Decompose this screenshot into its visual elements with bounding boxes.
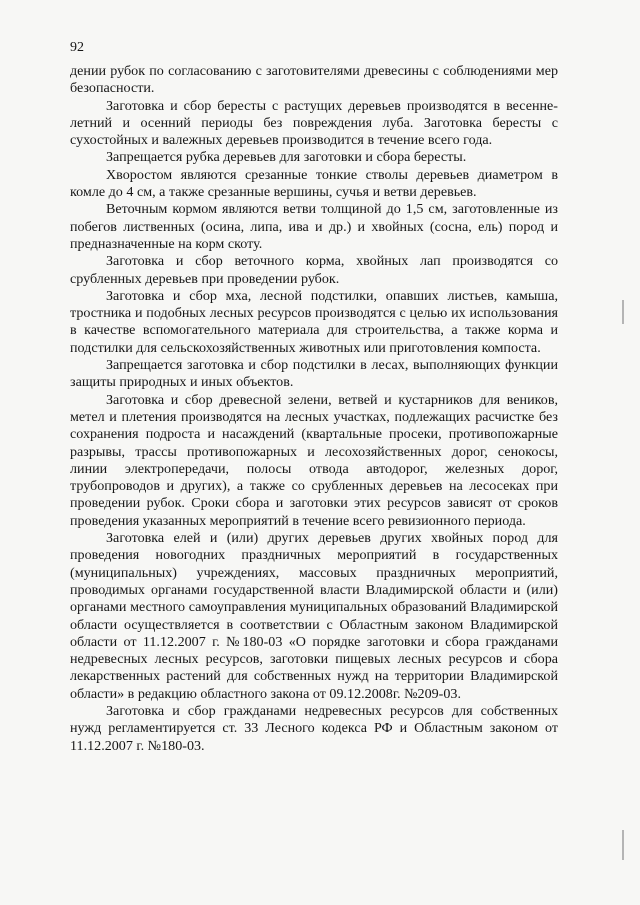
paragraph-brushwood: Хворостом являются срезанные тонкие стволы деревьев диаметром в комле до 4 см, а также срезанные вершины, сучья и ветви деревьев. <box>70 166 558 201</box>
paragraph-christmas-trees: Заготовка елей и (или) других деревьев других хвойных пород для проведения новогодних праздничных мероприятий в государственных (муниципальных) учреждениях, массовых праздничных мероприятий, проводимых органами государственной власти Владимирской области и (или) органами местного самоуправления муниципальных образований Владимирской области осуществляется в соответствии с Областным законом Владимирской области от 11.12.2007 г. №180-03 «О порядке заготовки и сбора гражданами недревесных лесных ресурсов, заготовки пищевых лесных ресурсов и сбора лекарственных растений для собственных нужд на территории Владимирской области» в редакцию областного закона от 09.12.2008г. №209-03. <box>70 530 558 702</box>
paragraph-litter-ban: Запрещается заготовка и сбор подстилки в лесах, выполняющих функции защиты природных и иных объектов. <box>70 357 558 391</box>
scan-edge-mark <box>622 830 624 860</box>
paragraph-twig-feed-harvest: Заготовка и сбор веточного корма, хвойных лап производятся со срубленных деревьев при проведении рубок. <box>70 253 558 287</box>
page-number: 92 <box>70 40 84 55</box>
paragraph-felling-ban: Запрещается рубка деревьев для заготовки и сбора бересты. <box>106 149 467 166</box>
paragraph-twig-feed: Веточным кормом являются ветви толщиной до 1,5 см, заготовленные из побегов лиственных (осина, липа, ива и др.) и хвойных (сосна, ель) пород и предназначенные на корм скоту. <box>70 201 558 252</box>
scan-edge-mark <box>622 300 624 324</box>
paragraph-regulation: Заготовка и сбор гражданами недревесных ресурсов для собственных нужд регламентируется ст. 33 Лесного кодекса РФ и Областным законом от 11.12.2007 г. №180-03. <box>70 702 558 754</box>
paragraph-moss-litter: Заготовка и сбор мха, лесной подстилки, опавших листьев, камыша, тростника и подобных лесных ресурсов производятся с целью их использования в качестве вспомогательного материала для строительства, а также корма и подстилки для сельскохозяйственных животных или приготовления компоста. <box>70 287 558 356</box>
paragraph-greenery-brooms: Заготовка и сбор древесной зелени, ветвей и кустарников для веников, метел и плетения производятся на лесных участках, подлежащих расчистке без сохранения подроста и насаждений (квартальные просеки, противопожарные разрывы, трассы противопожарных и лесохозяйственных дорог, сенокосы, линии электропередачи, полосы отвода автодорог, железных дорог, трубопроводов и других), а также со срубленных деревьев на лесосеках при проведении рубок. Сроки сбора и заготовки этих ресурсов зависят от сроков проведения указанных мероприятий в течение всего ревизионного периода. <box>70 391 558 529</box>
paragraph-birch-bark: Заготовка и сбор бересты с растущих деревьев производятся в весенне-летний и осенний периоды без повреждения луба. Заготовка бересты с сухостойных и валежных деревьев производится в течение всего года. <box>70 97 558 149</box>
paragraph-continuation: дении рубок по согласованию с заготовителями древесины с соблюдениями мер безопасности. <box>70 63 558 97</box>
body-text <box>70 63 558 755</box>
